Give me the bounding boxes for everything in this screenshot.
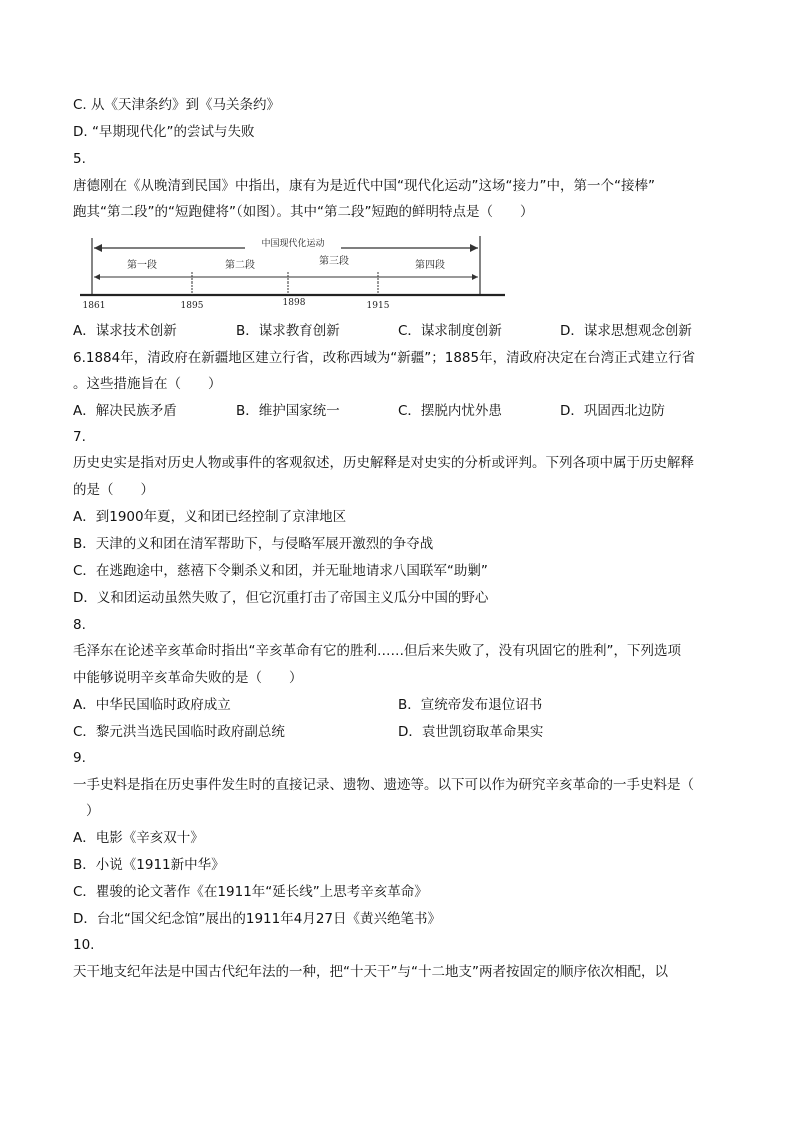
q8-option-d: D．袁世凯窃取革命果实 — [398, 724, 544, 740]
q5-option-d: D．谋求思想观念创新 — [560, 323, 692, 339]
q8-option-c: C．黎元洪当选民国临时政府副总统 — [73, 724, 285, 740]
timeline-year-1895: 1895 — [180, 301, 204, 311]
q9-option-a: A．电影《辛亥双十》 — [73, 830, 204, 846]
timeline-year-1898: 1898 — [282, 298, 306, 308]
q9-option-b: B．小说《1911新中华》 — [73, 857, 225, 873]
q7-option-c: C．在逃跑途中，慈禧下令剿杀义和团，并无耻地请求八国联军“助剿” — [73, 563, 488, 579]
q4-option-d: D. “早期现代化”的尝试与失败 — [73, 124, 255, 140]
q8-option-a: A．中华民国临时政府成立 — [73, 697, 231, 713]
q7-stem-line2: 的是（ ） — [73, 482, 154, 498]
q9-stem-line2: ） — [86, 803, 100, 819]
timeline-stage-4: 第四段 — [415, 260, 445, 271]
q5-option-c: C．谋求制度创新 — [398, 323, 502, 339]
q5-number: 5. — [73, 151, 86, 167]
timeline-stage-2: 第二段 — [225, 260, 255, 271]
q5-option-a: A．谋求技术创新 — [73, 323, 177, 339]
q7-option-b: B．天津的义和团在清军帮助下，与侵略军展开激烈的争夺战 — [73, 536, 434, 552]
q8-option-b: B．宣统帝发布退位诏书 — [398, 697, 543, 713]
q7-option-a: A．到1900年夏，义和团已经控制了京津地区 — [73, 509, 347, 525]
q7-option-d: D．义和团运动虽然失败了，但它沉重打击了帝国主义瓜分中国的野心 — [73, 590, 489, 606]
timeline-stage-1: 第一段 — [127, 260, 157, 271]
q5-stem-line1: 唐德刚在《从晚清到民国》中指出，康有为是近代中国“现代化运动”这场“接力”中，第一个“接棒” — [73, 178, 655, 194]
q9-number: 9. — [73, 750, 86, 766]
q6-option-c: C．摆脱内忧外患 — [398, 403, 502, 419]
q6-option-b: B．维护国家统一 — [236, 403, 340, 419]
q8-number: 8. — [73, 617, 86, 633]
q9-option-c: C．瞿骏的论文著作《在1911年“延长线”上思考辛亥革命》 — [73, 884, 428, 900]
timeline-year-1915: 1915 — [366, 301, 390, 311]
timeline-title: 中国现代化运动 — [261, 239, 325, 249]
q9-stem-line1: 一手史料是指在历史事件发生时的直接记录、遗物、遗迹等。以下可以作为研究辛亥革命的一手史料是（ — [73, 777, 694, 793]
timeline-stage-3: 第三段 — [319, 256, 349, 267]
q6-option-d: D．巩固西北边防 — [560, 403, 665, 419]
q8-stem-line1: 毛泽东在论述辛亥革命时指出“辛亥革命有它的胜利……但后来失败了，没有巩固它的胜利”，下列选项 — [73, 643, 681, 659]
q8-stem-line2: 中能够说明辛亥革命失败的是（ ） — [73, 670, 303, 686]
q9-option-d: D．台北“国父纪念馆”展出的1911年4月27日《黄兴绝笔书》 — [73, 911, 442, 927]
q5-stem-line2: 跑其“第二段”的“短跑健将”（如图）。其中“第二段”短跑的鲜明特点是（ ） — [73, 204, 534, 220]
q6-stem-line2: 。这些措施旨在（ ） — [73, 376, 222, 392]
q7-number: 7. — [73, 429, 86, 445]
q10-stem-line1: 天干地支纪年法是中国古代纪年法的一种，把“十天干”与“十二地支”两者按固定的顺序依次相配，以 — [73, 964, 668, 980]
q6-option-a: A．解决民族矛盾 — [73, 403, 177, 419]
timeline-year-1861: 1861 — [82, 301, 106, 311]
q6-stem-line1: 6.1884年，清政府在新疆地区建立行省，改称西域为“新疆”；1885年，清政府决定在台湾正式建立行省 — [73, 350, 696, 366]
q7-stem-line1: 历史史实是指对历史人物或事件的客观叙述，历史解释是对史实的分析或评判。下列各项中属于历史解释 — [73, 455, 694, 471]
q5-option-b: B．谋求教育创新 — [236, 323, 340, 339]
q4-option-c: C. 从《天津条约》到《马关条约》 — [73, 97, 281, 113]
q10-number: 10. — [73, 937, 95, 953]
modernization-timeline-figure — [80, 232, 510, 314]
